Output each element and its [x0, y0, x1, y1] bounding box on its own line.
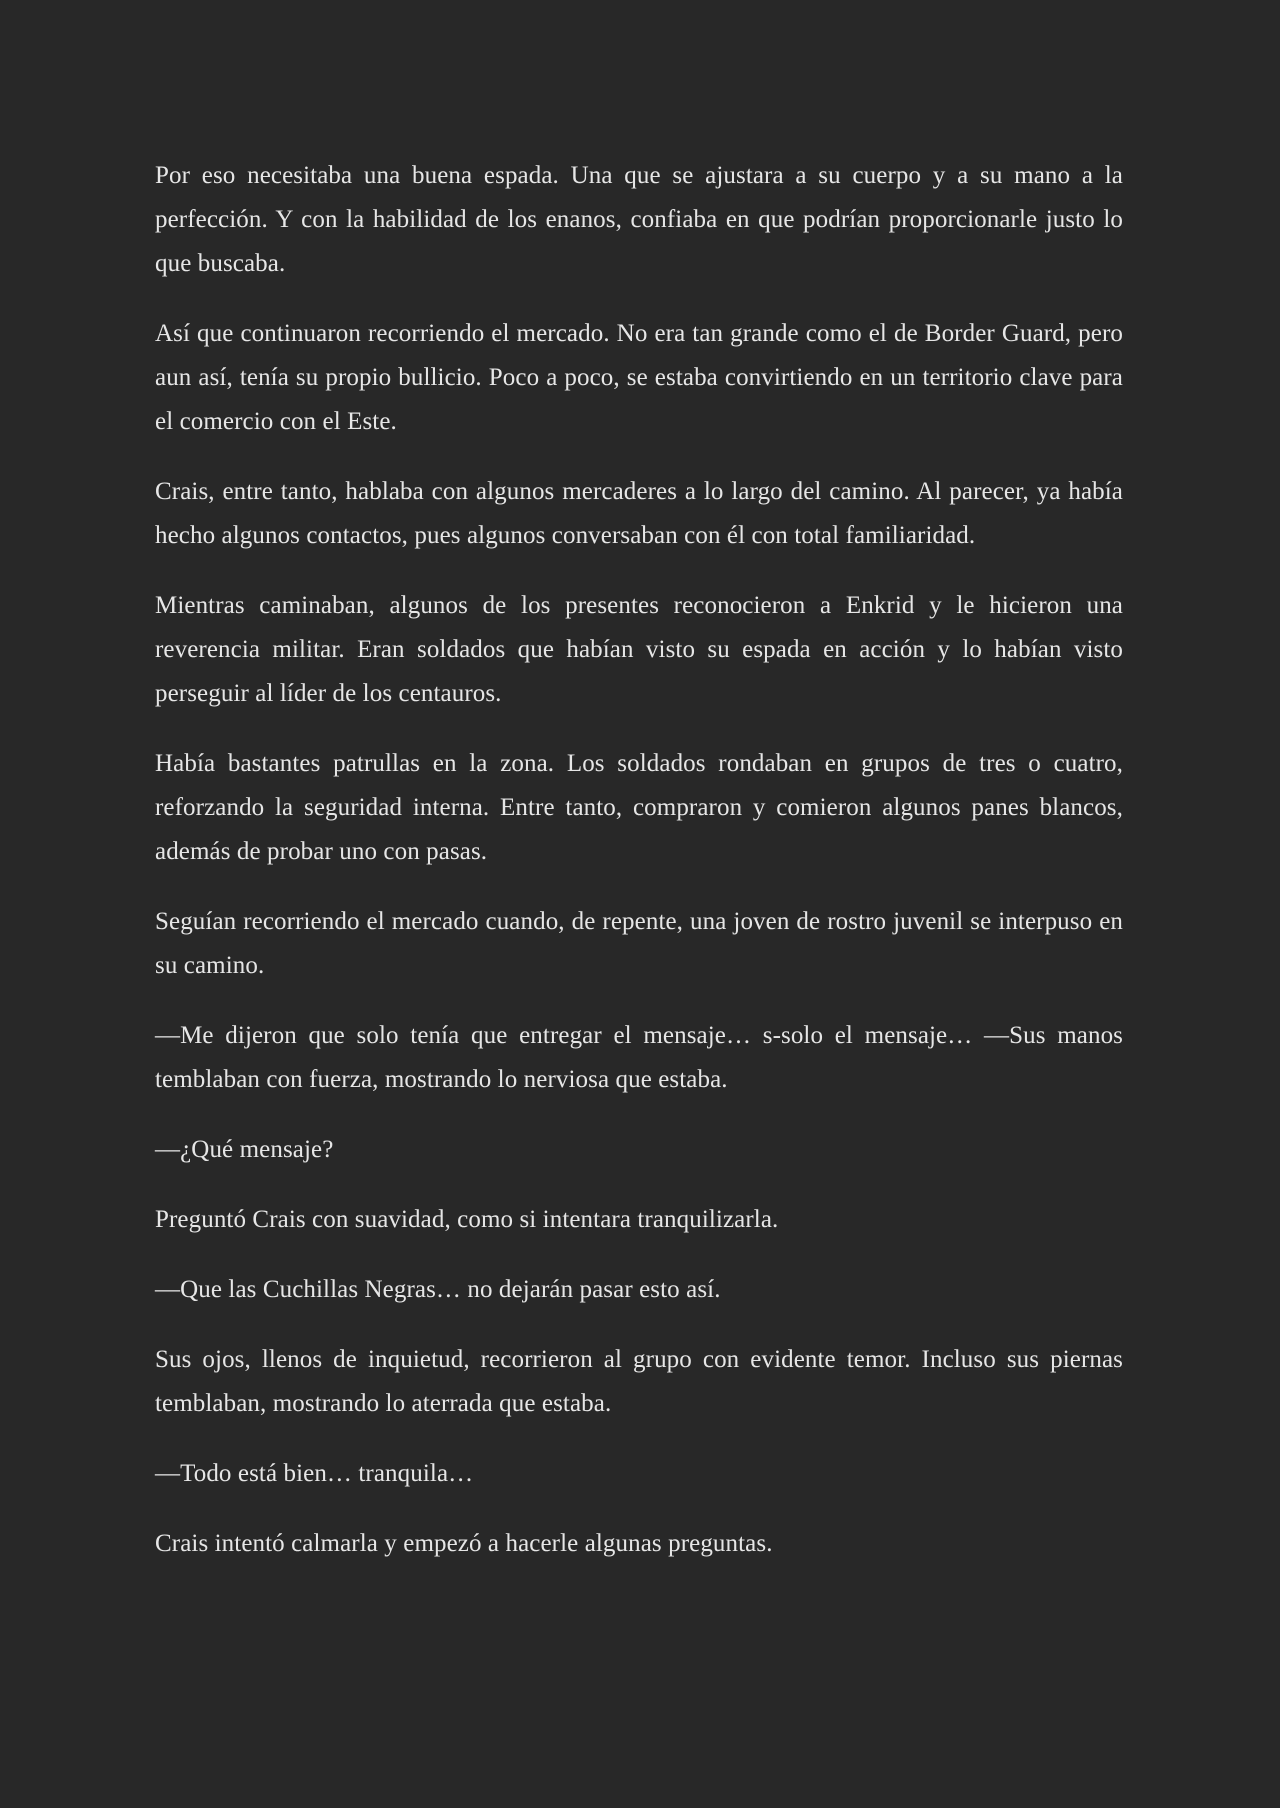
dialogue-paragraph: —Todo está bien… tranquila…: [155, 1460, 474, 1487]
paragraph: Mientras caminaban, algunos de los presentes reconocieron a Enkrid y le hicieron una reverencia militar. Eran soldados que habían visto su espada en acción y lo habían visto perseguir al líder de los centauros.: [155, 592, 1123, 707]
dialogue-paragraph: —¿Qué mensaje?: [155, 1136, 334, 1163]
paragraph: Seguían recorriendo el mercado cuando, de repente, una joven de rostro juvenil se interpuso en su camino.: [155, 908, 1123, 979]
paragraph: Crais, entre tanto, hablaba con algunos mercaderes a lo largo del camino. Al parecer, ya había hecho algunos contactos, pues algunos conversaban con él con total familiaridad.: [155, 478, 1123, 549]
paragraph: Había bastantes patrullas en la zona. Los soldados rondaban en grupos de tres o cuatro, reforzando la seguridad interna. Entre tanto, compraron y comieron algunos panes blancos, además de probar uno con pasas.: [155, 750, 1123, 865]
dialogue-paragraph: —Me dijeron que solo tenía que entregar el mensaje… s-solo el mensaje… —Sus manos temblaban con fuerza, mostrando lo nerviosa que estaba.: [155, 1022, 1123, 1093]
paragraph: Así que continuaron recorriendo el mercado. No era tan grande como el de Border Guard, pero aun así, tenía su propio bullicio. Poco a poco, se estaba convirtiendo en un territorio clave para el comercio con el Este.: [155, 320, 1123, 435]
paragraph: Por eso necesitaba una buena espada. Una que se ajustara a su cuerpo y a su mano a la perfección. Y con la habilidad de los enanos, confiaba en que podrían proporcionarle justo lo que buscaba.: [155, 162, 1123, 277]
dialogue-paragraph: —Que las Cuchillas Negras… no dejarán pasar esto así.: [155, 1276, 721, 1303]
paragraph: Crais intentó calmarla y empezó a hacerle algunas preguntas.: [155, 1530, 773, 1557]
paragraph: Sus ojos, llenos de inquietud, recorrieron al grupo con evidente temor. Incluso sus piernas temblaban, mostrando lo aterrada que estaba.: [155, 1346, 1123, 1417]
chapter-text: [155, 154, 1123, 1566]
paragraph: Preguntó Crais con suavidad, como si intentara tranquilizarla.: [155, 1206, 779, 1233]
